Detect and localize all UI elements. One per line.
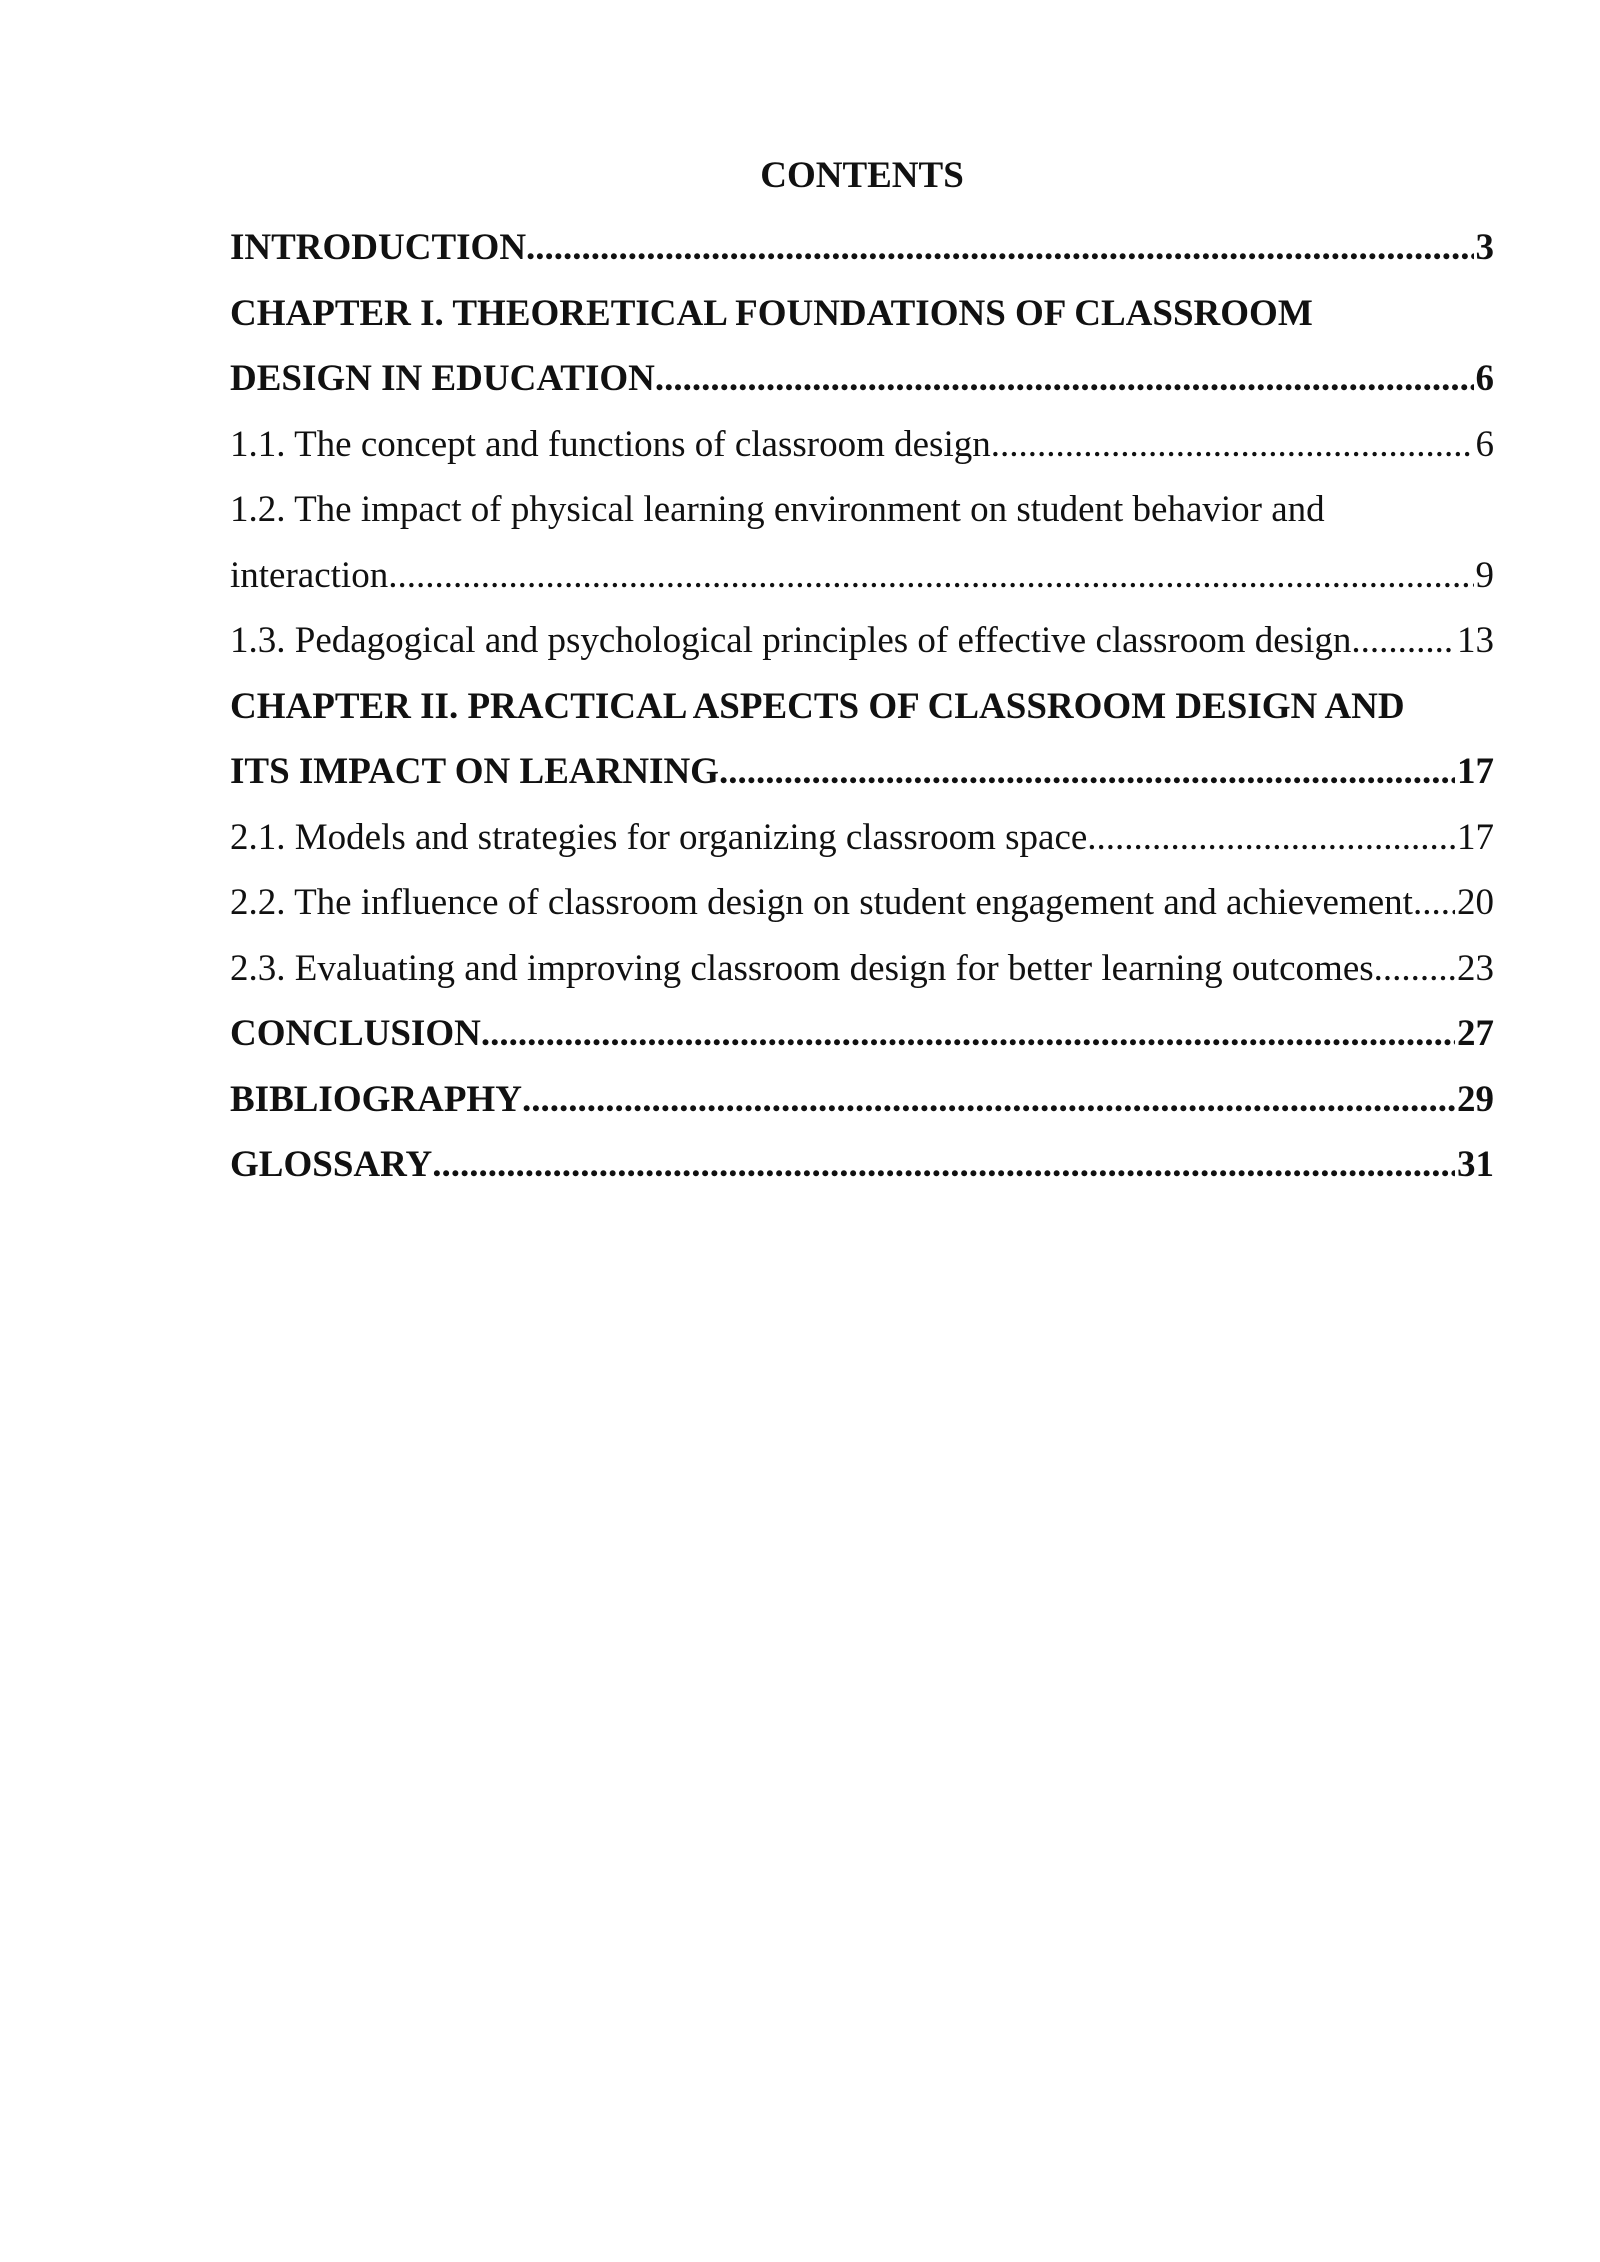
toc-page-number: 29 [1457, 1078, 1494, 1120]
toc-entry-title-line: 2.1. Models and strategies for organizing classroom space [230, 816, 1088, 858]
dot-leader [1351, 608, 1455, 674]
dot-leader [526, 215, 1473, 281]
dot-leader [388, 543, 1473, 609]
toc-entry[interactable] [230, 805, 1494, 871]
toc-page-number: 17 [1457, 816, 1494, 858]
toc-entry-row [230, 1067, 1494, 1133]
toc-heading: CONTENTS [760, 155, 964, 196]
toc-entry[interactable] [230, 215, 1494, 281]
toc-entry[interactable] [230, 1067, 1494, 1133]
dot-leader [991, 412, 1474, 478]
toc-page-number: 23 [1457, 947, 1494, 989]
dot-leader [655, 346, 1474, 412]
toc-entry-title-line: DESIGN IN EDUCATION [230, 358, 655, 399]
toc-entry-title-line: CONCLUSION [230, 1013, 481, 1054]
toc-entry-title-line: INTRODUCTION [230, 227, 527, 268]
toc-page-number: 31 [1457, 1144, 1494, 1185]
toc-entry-row [230, 805, 1494, 871]
toc-entry[interactable] [230, 477, 1494, 608]
toc-entry[interactable] [230, 674, 1494, 805]
toc-page-number: 17 [1457, 751, 1494, 792]
toc-entry-title-line: 1.1. The concept and functions of classroom design [230, 423, 991, 465]
toc-entry-title-line: 1.2. The impact of physical learning environment on student behavior and [230, 489, 1325, 530]
toc-page-number: 6 [1475, 423, 1494, 465]
toc-entry[interactable] [230, 870, 1494, 936]
toc-entry-title-line: 2.3. Evaluating and improving classroom design for better learning outcomes. [230, 947, 1383, 989]
toc-entry[interactable] [230, 936, 1494, 1002]
toc-entry[interactable] [230, 1001, 1494, 1067]
dot-leader [481, 1001, 1455, 1067]
toc-page-number: 3 [1475, 227, 1494, 268]
toc-page-number: 6 [1475, 358, 1494, 399]
toc-entry-row [230, 608, 1494, 674]
toc-entry[interactable] [230, 281, 1494, 412]
dot-leader [522, 1067, 1455, 1133]
toc-entry-row [230, 1132, 1494, 1198]
dot-leader [1383, 936, 1455, 1002]
toc-page-number: 9 [1475, 554, 1494, 596]
toc-entry-row [230, 870, 1494, 936]
toc-entry-title-line: interaction [230, 554, 389, 596]
toc-entry-title-line: GLOSSARY [230, 1144, 433, 1185]
toc-entry-row [230, 739, 1494, 805]
toc-entry-row [230, 412, 1494, 478]
table-of-contents [230, 150, 1494, 1198]
toc-page-number: 13 [1457, 620, 1494, 661]
dot-leader [1087, 805, 1455, 871]
dot-leader [719, 739, 1455, 805]
dot-leader [1422, 870, 1455, 936]
toc-entry-list [230, 215, 1494, 1198]
toc-page-number: 20 [1457, 882, 1494, 923]
dot-leader [432, 1132, 1455, 1198]
toc-entry-row [230, 1001, 1494, 1067]
toc-entry[interactable] [230, 412, 1494, 478]
toc-entry[interactable] [230, 608, 1494, 674]
toc-entry-row [230, 543, 1494, 609]
toc-entry-title-line: CHAPTER II. PRACTICAL ASPECTS OF CLASSROOM DESIGN AND [230, 685, 1405, 727]
toc-entry-title-line: ITS IMPACT ON LEARNING [230, 751, 719, 792]
toc-entry-title-line: BIBLIOGRAPHY [230, 1078, 522, 1120]
toc-entry-row [230, 215, 1494, 281]
toc-entry-row [230, 936, 1494, 1002]
toc-entry-row [230, 346, 1494, 412]
toc-entry-title-line: CHAPTER I. THEORETICAL FOUNDATIONS OF CLASSROOM [230, 292, 1313, 334]
toc-entry-title-line: 2.2. The influence of classroom design on student engagement and achievement. [230, 882, 1423, 923]
toc-entry[interactable] [230, 1132, 1494, 1198]
toc-page-number: 27 [1457, 1013, 1494, 1054]
toc-entry-title-line: 1.3. Pedagogical and psychological principles of effective classroom design [230, 620, 1352, 661]
